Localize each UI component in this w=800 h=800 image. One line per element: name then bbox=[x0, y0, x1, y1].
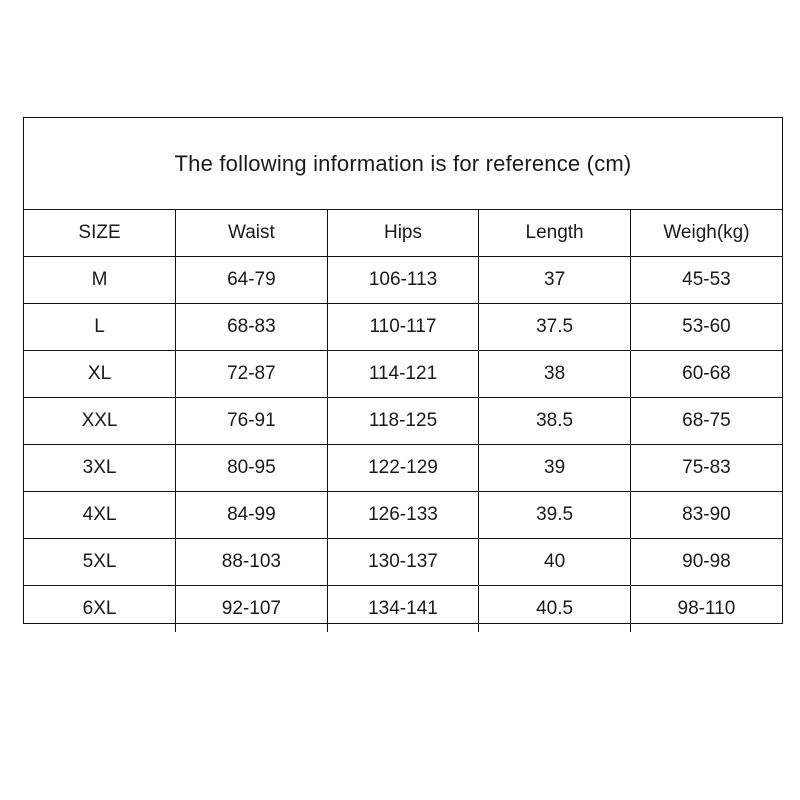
column-header-hips: Hips bbox=[327, 210, 479, 257]
waist-cell: 64-79 bbox=[176, 257, 328, 304]
size-cell: XXL bbox=[24, 398, 176, 445]
table-row bbox=[24, 586, 782, 633]
size-cell: 4XL bbox=[24, 492, 176, 539]
chart-title: The following information is for reference (cm) bbox=[24, 118, 782, 210]
column-header-length: Length bbox=[479, 210, 631, 257]
length-cell: 38.5 bbox=[479, 398, 631, 445]
length-cell: 39 bbox=[479, 445, 631, 492]
hips-cell: 134-141 bbox=[327, 586, 479, 633]
size-cell: XL bbox=[24, 351, 176, 398]
weight-cell: 90-98 bbox=[630, 539, 782, 586]
waist-cell: 80-95 bbox=[176, 445, 328, 492]
header-row bbox=[24, 210, 782, 257]
size-cell: 3XL bbox=[24, 445, 176, 492]
table-row bbox=[24, 398, 782, 445]
table-row bbox=[24, 539, 782, 586]
table-row bbox=[24, 351, 782, 398]
size-table bbox=[24, 210, 782, 632]
table-row bbox=[24, 257, 782, 304]
size-cell: M bbox=[24, 257, 176, 304]
size-cell: 6XL bbox=[24, 586, 176, 633]
waist-cell: 72-87 bbox=[176, 351, 328, 398]
weight-cell: 83-90 bbox=[630, 492, 782, 539]
table-row bbox=[24, 304, 782, 351]
weight-cell: 75-83 bbox=[630, 445, 782, 492]
weight-cell: 68-75 bbox=[630, 398, 782, 445]
table-row bbox=[24, 445, 782, 492]
length-cell: 37 bbox=[479, 257, 631, 304]
length-cell: 38 bbox=[479, 351, 631, 398]
hips-cell: 122-129 bbox=[327, 445, 479, 492]
size-chart bbox=[23, 117, 783, 624]
column-header-size: SIZE bbox=[24, 210, 176, 257]
waist-cell: 76-91 bbox=[176, 398, 328, 445]
size-cell: L bbox=[24, 304, 176, 351]
column-header-weight: Weigh(kg) bbox=[630, 210, 782, 257]
length-cell: 40.5 bbox=[479, 586, 631, 633]
hips-cell: 118-125 bbox=[327, 398, 479, 445]
waist-cell: 92-107 bbox=[176, 586, 328, 633]
waist-cell: 88-103 bbox=[176, 539, 328, 586]
length-cell: 37.5 bbox=[479, 304, 631, 351]
weight-cell: 60-68 bbox=[630, 351, 782, 398]
waist-cell: 68-83 bbox=[176, 304, 328, 351]
waist-cell: 84-99 bbox=[176, 492, 328, 539]
weight-cell: 45-53 bbox=[630, 257, 782, 304]
hips-cell: 126-133 bbox=[327, 492, 479, 539]
weight-cell: 53-60 bbox=[630, 304, 782, 351]
hips-cell: 106-113 bbox=[327, 257, 479, 304]
column-header-waist: Waist bbox=[176, 210, 328, 257]
length-cell: 40 bbox=[479, 539, 631, 586]
weight-cell: 98-110 bbox=[677, 598, 736, 619]
length-cell: 39.5 bbox=[479, 492, 631, 539]
size-cell: 5XL bbox=[24, 539, 176, 586]
hips-cell: 130-137 bbox=[327, 539, 479, 586]
table-row bbox=[24, 492, 782, 539]
hips-cell: 114-121 bbox=[327, 351, 479, 398]
hips-cell: 110-117 bbox=[327, 304, 479, 351]
